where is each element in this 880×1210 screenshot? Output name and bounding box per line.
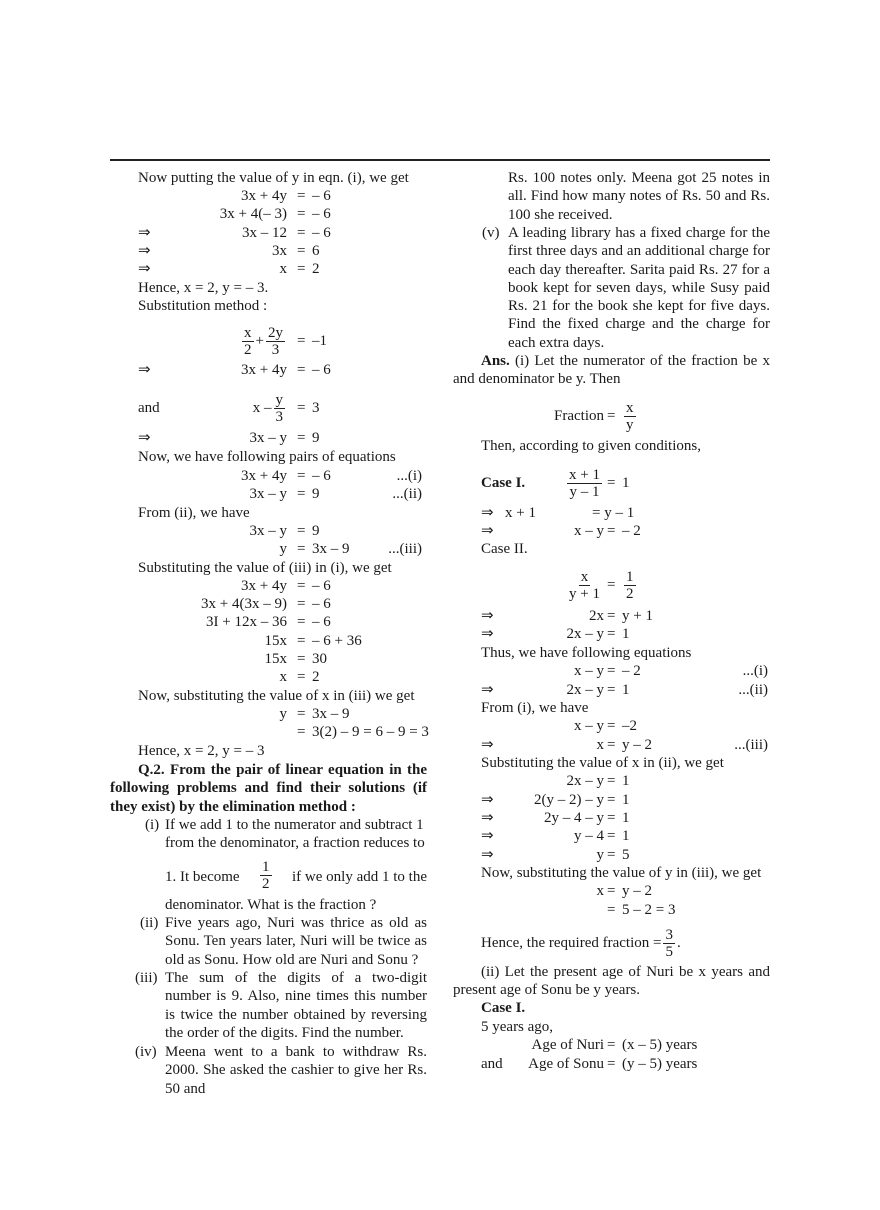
rhs: 9 (312, 523, 320, 539)
equation (0, 567, 880, 603)
question-2-heading: Q.2. From the pair of linear equation in the following problems and find their solutions (if they exist) by the elimination method : (110, 762, 427, 815)
lhs (565, 567, 604, 603)
equation (0, 607, 880, 625)
lhs: 15x (264, 633, 287, 649)
implies-icon: ⇒ (138, 362, 151, 378)
answer-paragraph: (ii) Let the present age of Nuri be x years and present age of Sonu be y years. (453, 964, 770, 999)
lhs: x (596, 737, 604, 753)
equals: = (607, 847, 616, 863)
equals: = (607, 792, 616, 808)
lhs: 2x – y (566, 773, 604, 789)
equals: = (607, 737, 616, 753)
text-line: Now, we have following pairs of equations (138, 449, 396, 465)
rhs: – 6 (312, 188, 331, 204)
equation (0, 465, 880, 501)
text-line: Now, substituting the value of x in (iii) we get (138, 688, 415, 704)
equation (0, 791, 880, 809)
equals: = (607, 577, 616, 593)
equation (0, 681, 880, 699)
item-number: (iv) (135, 1044, 157, 1060)
text-line: Now, substituting the value of y in (iii), we get (481, 865, 762, 881)
text-line: Substituting the value of x in (ii), we get (481, 755, 724, 771)
rhs: – 6 (312, 362, 331, 378)
equation (0, 398, 880, 434)
text-line: Now putting the value of y in eqn. (i), we get (138, 170, 409, 186)
equation (0, 662, 880, 680)
text-line: Thus, we have following equations (481, 645, 692, 661)
case-label: Case I. (481, 475, 526, 491)
equals: = (297, 468, 306, 484)
equals: = (297, 706, 306, 722)
lhs: y (596, 847, 604, 863)
equals: = (607, 773, 616, 789)
equals: = (297, 261, 306, 277)
equals: = (297, 651, 306, 667)
denominator: 2 (244, 342, 252, 359)
denominator: y – 1 (569, 484, 600, 501)
period: . (676, 935, 681, 951)
rhs (622, 398, 638, 434)
implies-icon: ⇒ (481, 847, 494, 863)
numerator: 2y (268, 325, 283, 342)
equals: = (297, 362, 306, 378)
text-line: Substituting the value of (iii) in (i), we get (138, 560, 392, 576)
lhs: Age of Nuri (531, 1037, 604, 1053)
lhs: 3x (272, 243, 287, 259)
item-text: A leading library has a fixed charge for the first three days and an additional charge for each day thereafter. Sarita paid Rs. 27 for a book kept for seven days, while Susy paid Rs. 21 for the book she kept for five days. Find the fixed charge and the charge for each extra days. (508, 225, 770, 351)
rhs: –1 (312, 333, 327, 349)
rhs: – 6 (312, 206, 331, 222)
equals: = (607, 663, 616, 679)
lhs: 15x (264, 651, 287, 667)
lhs: 3x + 4y (241, 468, 287, 484)
item-text: Rs. 100 notes only. Meena got 25 notes in all. Find how many notes of Rs. 50 and Rs. 100 she received. (508, 170, 770, 223)
item-number: (v) (482, 225, 500, 241)
numerator: y (275, 392, 283, 409)
equals: = (297, 206, 306, 222)
denominator: 2 (626, 586, 634, 603)
text-line: From (ii), we have (138, 505, 250, 521)
fraction (663, 927, 675, 960)
lhs: x (279, 669, 287, 685)
rhs: y – 2 (622, 737, 652, 753)
rhs: 1 (622, 682, 630, 698)
rhs: 5 (622, 847, 630, 863)
equals: = (297, 596, 306, 612)
rhs: y – 2 (622, 883, 652, 899)
denominator: 2 (262, 876, 270, 892)
rhs: 5 – 2 = 3 (622, 902, 676, 918)
equation (0, 1055, 880, 1073)
rhs: 1 (622, 828, 630, 844)
equals: = (297, 243, 306, 259)
lhs: Fraction (554, 408, 604, 424)
equals: = (607, 718, 616, 734)
text-line: Hence, x = 2, y = – 3. (138, 280, 269, 296)
answer-text: (i) Let the numerator of the fraction be x and denominator be y. Then (453, 353, 770, 388)
equation (0, 625, 880, 643)
equation (0, 827, 880, 845)
lhs: 2y – 4 – y (544, 810, 604, 826)
rhs: 1 (622, 792, 630, 808)
rhs: –2 (622, 718, 637, 734)
equation (0, 882, 880, 900)
lhs: x – y (574, 523, 604, 539)
equals: = (297, 430, 306, 446)
numerator: 1 (262, 859, 270, 875)
lhs: 2x – y (566, 626, 604, 642)
lhs: y – 4 (574, 828, 604, 844)
lhs: 3x + 4y (241, 578, 287, 594)
equation (0, 540, 880, 558)
lhs: 3x – y (249, 523, 287, 539)
lhs (240, 323, 287, 359)
denominator: 3 (275, 409, 283, 426)
item-number: (iii) (135, 970, 158, 986)
and-word: and (138, 400, 160, 416)
equation-tag: ...(ii) (738, 682, 768, 698)
implies-icon: ⇒ (481, 608, 494, 624)
implies-icon: ⇒ (138, 430, 151, 446)
header-rule (110, 159, 770, 161)
rhs: 3x – 9 (312, 706, 350, 722)
numerator: 1 (626, 569, 634, 586)
lhs: 2x – y (566, 682, 604, 698)
implies-icon: ⇒ (481, 810, 494, 826)
fraction (624, 400, 636, 433)
rhs: (y – 5) years (622, 1056, 698, 1072)
rhs: 1 (622, 475, 630, 491)
numerator: x + 1 (569, 467, 600, 484)
equation (0, 1036, 880, 1054)
equals: = (297, 400, 306, 416)
equals: = (607, 1056, 616, 1072)
conclusion-line (481, 925, 681, 961)
lhs: 2x (589, 608, 604, 624)
lhs: x (596, 883, 604, 899)
item-line: from the denominator, a fraction reduces to (165, 835, 425, 851)
numerator: x (244, 325, 252, 342)
equals: = (607, 902, 616, 918)
equals: = (297, 188, 306, 204)
equals: = (297, 614, 306, 630)
implies-icon: ⇒ (138, 261, 151, 277)
denominator: y (626, 417, 634, 434)
text-line: Then, according to given conditions, (481, 438, 701, 454)
equals: = (607, 475, 616, 491)
equation (0, 717, 880, 735)
equation-tag: ...(i) (742, 663, 768, 679)
numerator: x (626, 400, 634, 417)
lhs: x (279, 261, 287, 277)
equals: = (607, 883, 616, 899)
text-line: 5 years ago, (481, 1019, 554, 1035)
item-line: If we add 1 to the numerator and subtract 1 (165, 817, 424, 833)
lhs: 3x + 4y (241, 188, 287, 204)
fraction (266, 325, 285, 358)
lhs: y (279, 541, 287, 557)
lhs: 2(y – 2) – y (534, 792, 604, 808)
rhs: – 2 (622, 523, 641, 539)
item-line: denominator. What is the fraction ? (165, 897, 377, 913)
equation (0, 522, 880, 540)
lhs: 3x – 12 (242, 225, 287, 241)
implies-icon: ⇒ (481, 626, 494, 642)
rhs: (x – 5) years (622, 1037, 698, 1053)
lhs: 3x + 4y (241, 362, 287, 378)
rhs: – 6 (312, 468, 331, 484)
rhs (622, 567, 638, 603)
equals: = (297, 669, 306, 685)
item-number: (i) (145, 817, 160, 833)
denominator: y + 1 (569, 586, 600, 603)
lhs (565, 465, 604, 501)
rhs: 6 (312, 243, 320, 259)
implies-icon: ⇒ (481, 737, 494, 753)
lhs: 3x – y (249, 430, 287, 446)
equation (0, 504, 880, 522)
equals: = (297, 486, 306, 502)
equation (0, 809, 880, 827)
equals: = (297, 225, 306, 241)
fraction (567, 467, 602, 500)
rhs: – 6 (312, 614, 331, 630)
rhs: 3x – 9 (312, 541, 350, 557)
plus: + (255, 333, 264, 349)
fraction (242, 325, 254, 358)
rhs: 30 (312, 651, 327, 667)
item-text: The sum of the digits of a two-digit number is 9. Also, nine times this number is twice the number obtained by reversing the order of the digits. Find the number. (165, 970, 427, 1041)
rhs: – 2 (622, 663, 641, 679)
item-text: Five years ago, Nuri was thrice as old as Sonu. Ten years later, Nuri will be twice as old as Sonu. How old are Nuri and Sonu ? (165, 915, 427, 968)
text: Hence, the required fraction = (481, 935, 662, 951)
equation (0, 901, 880, 919)
implies-icon: ⇒ (138, 243, 151, 259)
equals: = (607, 828, 616, 844)
fraction (567, 569, 602, 602)
lhs: x – y (574, 718, 604, 734)
item-text: Meena went to a bank to withdraw Rs. 2000. She asked the cashier to give her Rs. 50 and (165, 1044, 427, 1097)
equals: = (607, 608, 616, 624)
lhs: y (279, 706, 287, 722)
rhs: y + 1 (622, 608, 653, 624)
rhs: 9 (312, 486, 320, 502)
and-word: and (481, 1056, 503, 1072)
rhs: = y – 1 (592, 505, 635, 521)
text: if we only add 1 to the (292, 869, 427, 885)
rhs: 3(2) – 9 = 6 – 9 = 3 (312, 724, 429, 740)
rhs: 1 (622, 773, 630, 789)
lhs-prefix: x – (252, 400, 272, 416)
equals: = (297, 541, 306, 557)
denominator: 5 (665, 944, 673, 961)
equation (0, 736, 880, 754)
lhs: x + 1 (505, 505, 536, 521)
equation-tag: ...(ii) (392, 486, 422, 502)
numerator: x (580, 569, 589, 586)
answer-paragraph (453, 352, 770, 389)
rhs: 3 (312, 400, 320, 416)
implies-icon: ⇒ (481, 828, 494, 844)
equation (0, 772, 880, 790)
text-line: From (i), we have (481, 700, 589, 716)
rhs: 9 (312, 430, 320, 446)
case-label: Case I. (481, 1000, 526, 1016)
item-number: (ii) (140, 915, 159, 931)
implies-icon: ⇒ (481, 682, 494, 698)
rhs: 2 (312, 261, 320, 277)
rhs: – 6 (312, 578, 331, 594)
equation-tag: ...(iii) (388, 541, 422, 557)
answer-label: Ans. (481, 353, 510, 369)
rhs: 1 (622, 626, 630, 642)
equals: = (607, 1037, 616, 1053)
lhs: 3x – y (249, 486, 287, 502)
equals: = (297, 523, 306, 539)
lhs: x – y (574, 663, 604, 679)
equals: = (297, 578, 306, 594)
equals: = (297, 633, 306, 649)
rhs: – 6 (312, 596, 331, 612)
equals: = (607, 626, 616, 642)
numerator: 3 (665, 927, 673, 944)
text: 1. It become (165, 869, 240, 885)
equals: = (297, 724, 306, 740)
fraction (624, 569, 636, 602)
rhs: 2 (312, 669, 320, 685)
rhs: 1 (622, 810, 630, 826)
equation-tag: ...(i) (396, 468, 422, 484)
denominator: 3 (271, 342, 280, 359)
lhs: 3x + 4(– 3) (219, 206, 287, 222)
text-line: Substitution method : (138, 298, 268, 314)
equation (0, 846, 880, 864)
equals: = (297, 333, 306, 349)
implies-icon: ⇒ (138, 225, 151, 241)
lhs: Age of Sonu (528, 1056, 604, 1072)
rhs: – 6 (312, 225, 331, 241)
implies-icon: ⇒ (481, 505, 494, 521)
implies-icon: ⇒ (481, 792, 494, 808)
equation-tag: ...(iii) (734, 737, 768, 753)
text-line: Hence, x = 2, y = – 3 (138, 743, 265, 759)
lhs: 3I + 12x – 36 (206, 614, 287, 630)
equals: = (607, 523, 616, 539)
equals: = (607, 408, 616, 424)
lhs: 3x + 4(3x – 9) (201, 596, 287, 612)
equals: = (607, 682, 616, 698)
case-label: Case II. (481, 541, 528, 557)
equals: = (607, 810, 616, 826)
rhs: – 6 + 36 (312, 633, 362, 649)
implies-icon: ⇒ (481, 523, 494, 539)
